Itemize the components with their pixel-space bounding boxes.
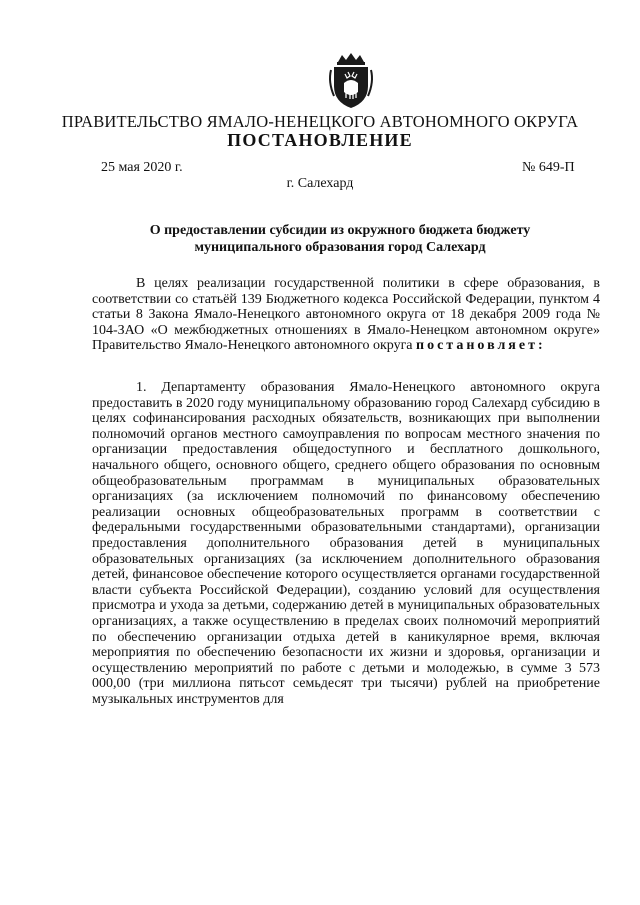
heading-line-2: муниципального образования город Салехард — [194, 240, 486, 255]
decree-word: постановляет: — [416, 338, 546, 354]
clause-1-paragraph: 1. Департаменту образования Ямало-Ненецкого автономного округа предоставить в 2020 году муниципальному образованию город Салехард субсидию в целях софинансирования расходных обязательств, возникающих при выполнении полномочий органов местного самоуправления по вопросам местного значения по организации предоставления общедоступного и бесплатного дошкольного, начального общего, основного общего, среднего общего образования по основным общеобразовательным программам в муниципальных образовательных организациях (за исключением полномочий по финансовому обеспечению реализации основных общеобразовательных программ в соответствии с федеральными государственными образовательными стандартами), организации предоставления дополнительного образования детей в муниципальных образовательных организациях (за исключением дополнительного образования детей, финансовое обеспечение которого осуществляется органами государственной власти субъекта Российской Федерации), созданию условий для осуществления присмотра и ухода за детьми, содержанию детей в муниципальных образовательных организациях, а также осуществлению в пределах своих полномочий мероприятий по обеспечению организации отдыха детей в каникулярное время, включая мероприятия по обеспечению безопасности их жизни и здоровья, организации и осуществлению мероприятий по работе с детьми и молодежью, в сумме 3 573 000,00 (три миллиона пятьсот семьдесят три тысячи) рублей на приобретение музыкальных инструментов для — [92, 380, 600, 707]
preamble-paragraph — [92, 276, 600, 354]
document-city: г. Салехард — [286, 176, 354, 191]
document-heading — [120, 222, 560, 256]
government-name: ПРАВИТЕЛЬСТВО ЯМАЛО-НЕНЕЦКОГО АВТОНОМНОГО ОКРУГА — [61, 112, 579, 131]
document-date: 25 мая 2020 г. — [101, 160, 183, 175]
coat-of-arms-icon — [326, 52, 376, 110]
document-type-title: ПОСТАНОВЛЕНИЕ — [227, 130, 413, 150]
heading-line-1: О предоставлении субсидии из окружного бюджета бюджету — [149, 223, 531, 238]
document-number: № 649-П — [522, 160, 575, 175]
preamble-text: В целях реализации государственной политики в сфере образования, в соответствии со статьёй 139 Бюджетного кодекса Российской Федерации, пунктом 4 статьи 8 Закона Ямало-Ненецкого автономного округа от 18 декабря 2009 года № 104-ЗАО «О межбюджетных отношениях в Ямало-Ненецком автономном округе» Правительство Ямало-Ненецкого автономного округа — [92, 276, 600, 354]
